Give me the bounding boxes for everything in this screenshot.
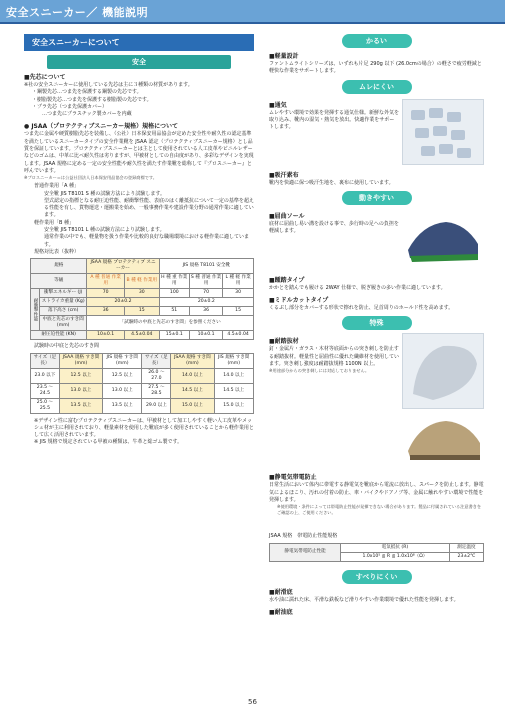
light-body: ファントムライトシリーズは、いずれも片足 290g 以下 (26.0cmの場合）の軽さで疲労軽減と軽快な作業をサポートします。	[269, 61, 482, 75]
heading-mid: ■ミドルカットタイプ	[269, 297, 329, 305]
cell: 20±0.2	[159, 298, 253, 307]
toe-list	[24, 89, 254, 118]
cell: 15	[124, 307, 159, 316]
table-row	[31, 398, 254, 413]
cell: 25.0 〜 25.5	[31, 398, 60, 413]
pill-stuffy: ムレにくい	[342, 80, 412, 94]
grade-l: L 種 軽 作業用	[223, 274, 254, 289]
static-body: 日常生活において体内に帯電する静電気を靴底から電流に放出し、スパークを防止します。静電気によるほこり、汚れの付着の防止、車・バイクやドアノブ等、金属に触れやすい環境で性能を発揮します。	[269, 482, 484, 504]
th-jis: JIS 規格 T8101 安全靴	[159, 259, 253, 274]
cell: 14.0 以上	[214, 368, 254, 383]
insole-image	[402, 333, 484, 409]
th-std: 規格	[31, 259, 87, 274]
page-title: 安全スニーカー／ 機能説明	[6, 6, 149, 19]
elec-label: JSAA 規格 帯電防止性能規格	[269, 533, 338, 540]
heading-light: ■軽量設計	[269, 53, 299, 60]
th: JIS 規格 すき間 (mm)	[103, 353, 142, 368]
oil-body: 水や油に濡れた床、平滑な鉄板など滑りやすい作業環境で優れた性能を発揮します。	[269, 596, 459, 603]
heading-vent: ■通気	[269, 101, 287, 109]
cut-note: ※用途部分からの突き刺しには対応しておりません。	[269, 368, 370, 374]
cell: 27.5 〜 28.5	[142, 383, 171, 398]
cell: 14.0 以上	[171, 368, 214, 383]
th-grade: 等級	[31, 274, 87, 289]
section-title: 安全スニーカーについて	[24, 34, 254, 51]
row-label: ストライカ重量 (Kg)	[40, 298, 87, 307]
pill-safety: 安全	[47, 55, 231, 69]
page-number: 56	[248, 698, 257, 706]
shoe-image	[402, 210, 484, 268]
cell: 12.5 以上	[59, 368, 102, 383]
heading-2way: ■踵踏タイプ	[269, 276, 305, 284]
std-b2: 通常作業の中でも、軽量物を扱う作業や比較的良好な職場環境における軽作業に適しています。	[44, 234, 250, 248]
std-a2: 型式認定の指標となる耐圧迫性能、耐衝撃性能、表底のはく離抵抗について一定の基準を超える性能を有し、貨物運送・運搬業を始め、一般事務作業や建設作業分野の通常作業に適しています。	[44, 197, 254, 219]
mid-body: くるぶし部分をカバーする形状で擦れを防止、足首周りのホールド性を高めます。	[269, 305, 454, 312]
cell: 4.5±0.04	[223, 331, 254, 340]
page-header	[0, 0, 505, 22]
cell: 14.5 以上	[171, 383, 214, 398]
heading-sole: ■屈曲ソール	[269, 212, 305, 220]
heading-oil2: ■耐油底	[269, 609, 293, 617]
cell: 26.0 〜 27.0	[142, 368, 171, 383]
cell: 23.5 〜 24.5	[31, 383, 60, 398]
vent-body: ムレやすい環境で効果を発揮する通気仕様。新鮮な外気を取り込み、靴内の湿気・熱気を放出。快適作業をサポートします。	[269, 109, 400, 131]
cell: 15±0.1	[159, 331, 189, 340]
cell: 10±0.1	[87, 331, 125, 340]
th: 測定温度	[449, 543, 483, 552]
th: サイズ（足長）	[142, 353, 171, 368]
list-item: ・樹脂製先芯…つま先を保護する樹脂製の先芯です。	[32, 96, 152, 103]
cell: 「試験時の中底と先芯のすき間」を参照ください	[87, 316, 254, 331]
std-a: 普通作業用「A 種」	[34, 183, 80, 190]
heading-cut: ■耐踏抜材	[269, 338, 299, 346]
cell: 36	[189, 307, 222, 316]
cell: 4.5±0.04	[124, 331, 159, 340]
th: JSAA 規格 すき間 (mm)	[171, 353, 214, 368]
grade-b: B 種 軽 作業用	[124, 274, 159, 289]
cell: 15.0 以上	[171, 398, 214, 413]
spec-table	[30, 258, 254, 340]
th: JSAA 規格 すき間 (mm)	[59, 353, 102, 368]
cell: 12.5 以上	[103, 368, 142, 383]
heading-static: ■静電気帯電防止	[269, 474, 317, 482]
row-label: 衝撃エネルギー (J)	[40, 289, 87, 298]
footnote-1: ※デザイン性に富むプロテクティブスニーカーは、甲被材として加工しやすく軽い人工皮革やメッシュ材が主に利用されており、軽量素材を使用した靴底が多く使用されていることから軽作業用として広く活用されています。	[34, 417, 254, 439]
2way-body: かかとを踏んでも履ける 2WAY 仕様で、脱ぎ履きの多い作業に適しています。	[269, 284, 446, 291]
cell: 70	[87, 289, 125, 298]
cell: 13.0 以上	[103, 383, 142, 398]
cell: 30	[124, 289, 159, 298]
sole-body: 底材に屈曲し易い溝を設ける事で、歩行時の足への負担を軽減します。	[269, 220, 399, 235]
cell: 70	[189, 289, 222, 298]
jsaa-note: ※プロスニーカー＝は公益社団法人日本保安用品協会の登録商標です。	[24, 175, 157, 181]
pill-light: かるい	[342, 34, 412, 48]
insole-icon	[403, 334, 484, 409]
table-row	[31, 383, 254, 398]
list-item: ・鋼製先芯…つま先を保護する鋼製の先芯です。	[32, 89, 142, 96]
th: サイズ（足長）	[31, 353, 60, 368]
cell: 51	[159, 307, 189, 316]
grade-h: H 種 重 作業用	[159, 274, 189, 289]
side-label: 耐衝撃性能	[31, 289, 40, 331]
cell: 14.5 以上	[214, 383, 254, 398]
row-label: 中底と先芯のすき間 (mm)	[40, 316, 87, 331]
th: JIS 規格 すき間 (mm)	[214, 353, 254, 368]
boot-image	[402, 413, 484, 467]
shoe-icon	[402, 210, 484, 268]
cell: 23±2℃	[449, 552, 483, 561]
elec-table	[269, 543, 484, 562]
cell: 30	[223, 289, 254, 298]
grade-a: A 種 普通 作業用	[87, 274, 125, 289]
gap-label: 試験時の中底と先芯のすき間	[34, 343, 100, 350]
heading-toe: ■先芯について	[24, 74, 66, 81]
header-divider	[0, 22, 505, 24]
left-column	[24, 34, 254, 447]
grade-s: S 種 普通 作業用	[189, 274, 222, 289]
std-a1: 安全靴 JIS T8101 S 種の試験方法により試験します。	[44, 190, 166, 197]
cell: 29.0 以上	[142, 398, 171, 413]
row-label: 耐圧迫性能 (KN)	[31, 331, 87, 340]
spec-label: 規格対比表（抜粋）	[34, 248, 80, 255]
cell: 36	[87, 307, 125, 316]
pill-slip: すべりにくい	[342, 570, 412, 584]
gap-table	[30, 353, 254, 414]
toe-intro: ※社の安全スニーカーに使用している先芯は主に３種類の材質があります。	[24, 82, 193, 88]
th: 電気抵抗 (R)	[341, 543, 450, 552]
heading-jsaa: ● JSAA（プロテクティブスニーカー規格）規格について	[24, 123, 178, 131]
th-jsaa: JSAA 規格 プロテクティブ スニーカー	[87, 259, 159, 274]
pill-special: 特殊	[342, 316, 412, 330]
std-b1: 安全靴 JIS T8101 L 種の試験方法により試験します。	[44, 227, 165, 234]
heading-absorb: ■吸汗素布	[269, 171, 299, 179]
cell: 13.5 以上	[59, 398, 102, 413]
cell: 23.0 以下	[31, 368, 60, 383]
cell: 20±0.2	[87, 298, 159, 307]
cell: 15	[223, 307, 254, 316]
right-column	[269, 34, 484, 617]
cut-body: 釘・金属片・ガラス・木材等底面からの突き刺しを防止する耐踏抜材。軽量性と屈曲性に優れた繊維材を使用しています。突き刺し強度は耐踏抜規格 1100N 以上。	[269, 346, 400, 368]
list-item: ・プラ先芯（つま先保護カバー）	[32, 103, 108, 110]
cell: 10±0.1	[189, 331, 222, 340]
cell: 100	[159, 289, 189, 298]
list-item: …つま先にプラスチック製カバーを内蔵	[42, 111, 132, 118]
heading-oil: ■耐滑底	[269, 588, 293, 596]
footnote-2: ※ JIS 規格で規定されている甲被の種類は、牛革と総ゴム製です。	[34, 439, 183, 446]
table-row	[31, 368, 254, 383]
boot-icon	[402, 413, 484, 467]
th: 静電気帯電防止性能	[270, 543, 341, 561]
mesh-icon	[403, 100, 484, 165]
std-b: 軽作業用「B 種」	[34, 219, 75, 226]
absorb-body: 靴内を快適に保つ吸汗生地を、裏布に使用しています。	[269, 179, 394, 186]
jsaa-body: つま先に金属や硬質樹脂先芯を装備し、（公社）日本保安用品協会が定めた安全性や耐久性の認定基準を満たしているスニーカータイプの安全作業靴を JSAA 認定（プロテクティブスニーカー規格）とし品質を保証しています。プロテクティブスニーカーとは主として使用されている人工皮革やビニルレザーなどのゴムは、中革に比べ耐久性は劣りますが、甲被材としての自由度があり、多彩なデザインを実現します。JSAA 規格に定める一定の安全性能や耐久性を満たす作業靴を総称して『プロスニーカー』と呼んでいます。	[24, 131, 254, 174]
row-label: 落下高さ (cm)	[40, 307, 87, 316]
cell: 15.0 以上	[214, 398, 254, 413]
mesh-image	[402, 99, 484, 165]
cell: 13.0 以上	[59, 383, 102, 398]
static-note: ※使用環境・条件によっては帯電防止性能が発揮できない場合があります。製品に付属されている注意書きをご確認の上、ご使用ください。	[277, 504, 482, 516]
cell: 1.0x10⁵ ≦ R ≦ 1.0x10⁸（Ω）	[341, 552, 450, 561]
cell: 13.5 以上	[103, 398, 142, 413]
pill-move: 動きやすい	[342, 191, 412, 205]
